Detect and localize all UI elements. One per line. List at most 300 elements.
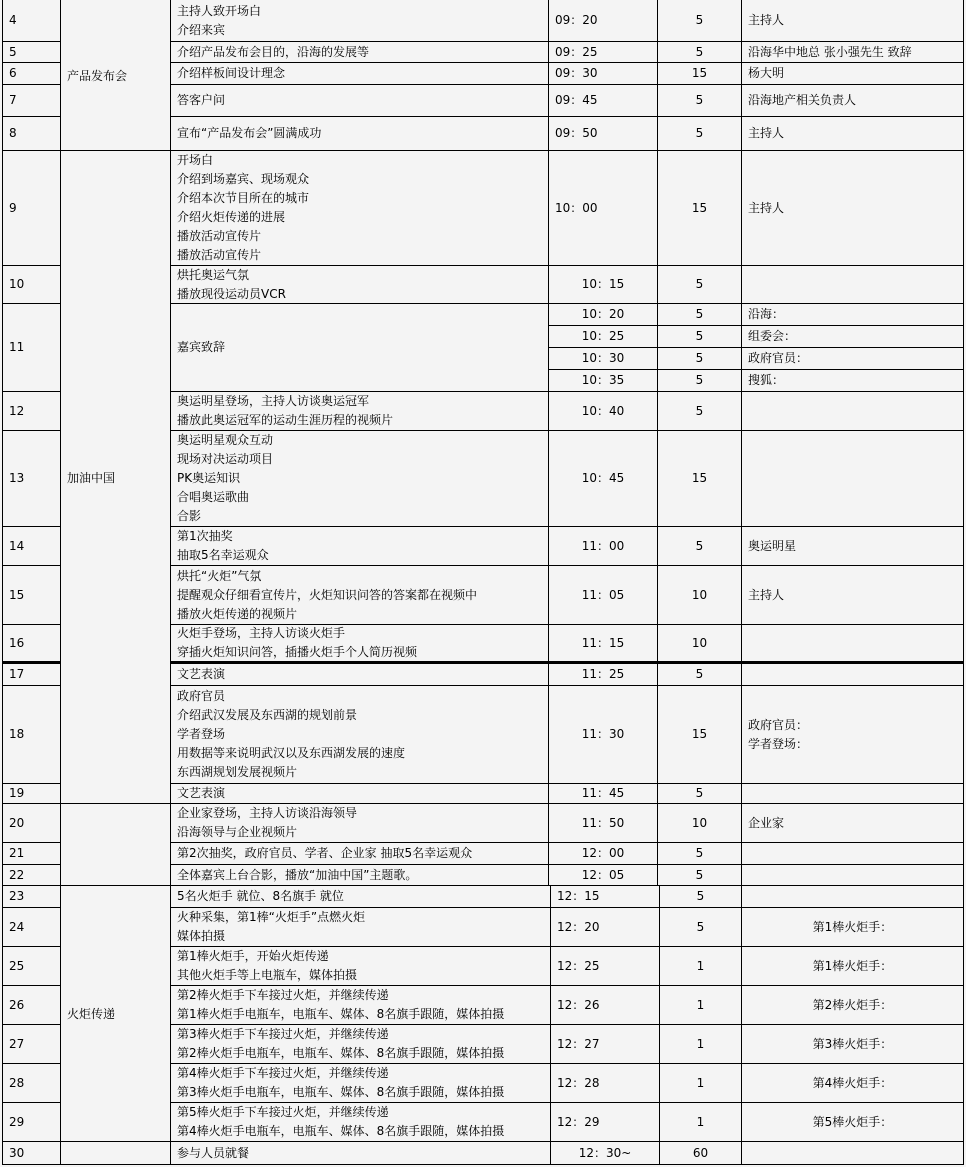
time-cell-text: 11：05 bbox=[581, 587, 625, 602]
time-cell-text: 11：15 bbox=[581, 635, 625, 650]
duration-cell bbox=[657, 843, 741, 865]
row-number bbox=[2, 664, 60, 686]
person-cell-lines bbox=[813, 1074, 893, 1093]
time-cell-text: 12：28 bbox=[557, 1075, 600, 1090]
row-number-lines bbox=[9, 586, 24, 605]
duration-cell-text: 5 bbox=[695, 403, 704, 418]
duration-cell-lines bbox=[696, 537, 704, 556]
section-cell bbox=[60, 804, 170, 886]
person-cell bbox=[741, 908, 964, 947]
row-number bbox=[2, 1103, 60, 1142]
item-content-text: 奥运明星登场，主持人访谈奥运冠军 bbox=[177, 394, 370, 408]
row-number bbox=[2, 63, 60, 85]
person-cell bbox=[741, 1142, 964, 1165]
time-cell bbox=[550, 1064, 659, 1103]
duration-cell-text: 1 bbox=[696, 1114, 705, 1129]
row-number-text: 8 bbox=[9, 126, 17, 140]
person-cell-lines bbox=[813, 957, 893, 976]
person-cell-text: 沿海： bbox=[748, 307, 785, 321]
time-cell-text: 09：30 bbox=[555, 66, 598, 80]
item-content-text: 主持人致开场白 bbox=[177, 3, 262, 18]
person-cell-text: 奥运明星 bbox=[748, 538, 797, 553]
item-content-text: 学者登场 bbox=[177, 727, 226, 741]
item-content-lines bbox=[177, 1064, 504, 1102]
section-cell bbox=[60, 886, 170, 1142]
item-content-lines bbox=[177, 947, 357, 985]
item-content-text: 沿海领导与企业视频片 bbox=[177, 825, 298, 839]
time-cell-lines bbox=[555, 199, 598, 218]
item-content-text: 抽取5名幸运观众 bbox=[177, 548, 269, 562]
duration-cell-lines bbox=[696, 371, 704, 390]
duration-cell-lines bbox=[697, 887, 705, 906]
time-cell bbox=[548, 865, 657, 886]
item-content bbox=[170, 947, 550, 986]
item-content-text: 第2棒火炬手电瓶车，电瓶车、媒体、8名旗手跟随，媒体拍摄 bbox=[177, 1046, 505, 1060]
time-cell bbox=[548, 566, 657, 625]
time-cell-lines bbox=[582, 275, 625, 294]
duration-cell-text: 15 bbox=[691, 727, 708, 741]
row-number-text: 15 bbox=[9, 587, 25, 602]
item-content-text: 宣布“产品发布会”圆满成功 bbox=[177, 126, 322, 140]
person-cell-text: 搜狐： bbox=[748, 373, 785, 387]
time-cell-text: 11：45 bbox=[581, 786, 625, 800]
duration-cell-text: 15 bbox=[691, 66, 708, 80]
row-number bbox=[2, 566, 60, 625]
time-cell-lines bbox=[579, 1144, 632, 1163]
person-cell bbox=[741, 865, 964, 886]
item-content-lines bbox=[177, 338, 225, 357]
time-cell-text: 09：50 bbox=[555, 126, 598, 140]
item-content bbox=[170, 625, 548, 664]
person-cell bbox=[741, 804, 964, 843]
duration-cell-lines bbox=[696, 91, 704, 110]
duration-cell bbox=[657, 304, 741, 326]
time-cell bbox=[548, 304, 657, 326]
section-cell bbox=[60, 151, 170, 804]
section-label: 火炬传递 bbox=[67, 1007, 116, 1021]
duration-cell-text: 1 bbox=[696, 958, 705, 973]
time-cell bbox=[548, 151, 657, 266]
row-number-lines bbox=[9, 1035, 24, 1054]
item-content bbox=[170, 304, 548, 392]
item-content-text: 第1棒火炬手，开始火炬传递 bbox=[177, 949, 329, 963]
person-cell-text: 第2棒火炬手： bbox=[812, 997, 893, 1012]
time-cell-lines bbox=[582, 371, 625, 390]
person-cell-text: 主持人 bbox=[748, 13, 785, 27]
item-content bbox=[170, 784, 548, 804]
duration-cell-lines bbox=[696, 784, 704, 803]
person-cell-lines bbox=[748, 586, 784, 605]
item-content-lines bbox=[177, 844, 472, 863]
row-number-text: 22 bbox=[9, 867, 25, 882]
item-content bbox=[170, 1142, 550, 1165]
person-cell bbox=[741, 566, 964, 625]
time-cell-lines bbox=[582, 814, 625, 833]
item-content-text: 介绍来宾 bbox=[177, 22, 226, 37]
person-cell bbox=[741, 85, 964, 117]
duration-cell bbox=[657, 664, 741, 686]
duration-cell-lines bbox=[697, 1113, 705, 1132]
item-content-text: 第1次抽奖 bbox=[177, 529, 233, 543]
time-cell-lines bbox=[582, 725, 625, 744]
item-content-text: 第2棒火炬手下车接过火炬，并继续传递 bbox=[177, 988, 389, 1002]
person-cell bbox=[741, 370, 964, 392]
person-cell-text: 政府官员： bbox=[748, 717, 809, 732]
person-cell bbox=[741, 664, 964, 686]
row-number-lines bbox=[9, 918, 24, 937]
item-content-lines bbox=[177, 986, 504, 1024]
time-cell bbox=[548, 625, 657, 664]
person-cell bbox=[741, 1064, 964, 1103]
time-cell bbox=[548, 42, 657, 63]
person-cell-text: 主持人 bbox=[748, 126, 785, 140]
person-cell-lines bbox=[748, 43, 912, 62]
item-content bbox=[170, 85, 548, 117]
duration-cell-text: 1 bbox=[696, 1075, 705, 1090]
time-cell bbox=[548, 370, 657, 392]
time-cell bbox=[548, 0, 657, 42]
row-number-text: 16 bbox=[9, 635, 25, 650]
row-number-lines bbox=[9, 402, 24, 421]
person-cell bbox=[741, 843, 964, 865]
row-number-text: 12 bbox=[9, 403, 25, 418]
time-cell-lines bbox=[557, 918, 600, 937]
row-number-text: 28 bbox=[9, 1075, 25, 1090]
row-number bbox=[2, 947, 60, 986]
item-content-text: 第3棒火炬手下车接过火炬，并继续传递 bbox=[177, 1027, 389, 1041]
duration-cell bbox=[657, 625, 741, 664]
person-cell-lines bbox=[813, 1035, 893, 1054]
duration-cell bbox=[657, 85, 741, 117]
item-content-text: 开场白 bbox=[177, 153, 214, 167]
row-number bbox=[2, 85, 60, 117]
item-content-lines bbox=[177, 43, 369, 62]
item-content-text: 第3棒火炬手电瓶车，电瓶车、媒体、8名旗手跟随，媒体拍摄 bbox=[177, 1085, 505, 1099]
duration-cell-text: 5 bbox=[695, 538, 704, 553]
duration-cell-text: 5 bbox=[695, 93, 704, 107]
person-cell bbox=[741, 986, 964, 1025]
row-number-lines bbox=[9, 338, 24, 357]
time-cell bbox=[548, 266, 657, 304]
row-number-text: 18 bbox=[9, 727, 25, 741]
person-cell-text: 政府官员： bbox=[748, 351, 809, 365]
person-cell-text: 第4棒火炬手： bbox=[812, 1075, 893, 1090]
row-number-lines bbox=[9, 866, 24, 885]
section-label: 产品发布会 bbox=[67, 68, 128, 83]
time-cell-text: 09：45 bbox=[555, 93, 598, 107]
row-number bbox=[2, 784, 60, 804]
item-content-lines bbox=[177, 266, 286, 304]
duration-cell bbox=[657, 686, 741, 784]
item-content bbox=[170, 804, 548, 843]
item-content-lines bbox=[177, 151, 309, 265]
item-content-text: 介绍武汉发展及东西湖的规划前景 bbox=[177, 708, 358, 722]
row-number-lines bbox=[9, 957, 24, 976]
person-cell-lines bbox=[748, 349, 808, 368]
duration-cell-text: 5 bbox=[695, 126, 704, 140]
item-content-lines bbox=[177, 687, 405, 782]
item-content-text: 第1棒火炬手电瓶车，电瓶车、媒体、8名旗手跟随，媒体拍摄 bbox=[177, 1007, 505, 1021]
row-number bbox=[2, 686, 60, 784]
item-content-text: 介绍样板间设计理念 bbox=[177, 66, 286, 80]
row-number-text: 20 bbox=[9, 815, 25, 830]
item-content-text: 介绍本次节目所在的城市 bbox=[177, 191, 310, 205]
item-content-text: 合影 bbox=[177, 509, 202, 523]
row-number-text: 13 bbox=[9, 471, 25, 485]
person-cell-text: 沿海地产相关负责人 bbox=[748, 93, 857, 107]
item-content-text: 第2次抽奖，政府官员、学者、企业家 抽取5名幸运观众 bbox=[177, 846, 473, 860]
person-cell-lines bbox=[748, 327, 796, 346]
item-content-text: 播放火炬传递的视频片 bbox=[177, 606, 298, 621]
person-cell bbox=[741, 686, 964, 784]
duration-cell-text: 1 bbox=[696, 1036, 705, 1051]
time-cell-lines bbox=[582, 305, 625, 324]
item-content-text: 第4棒火炬手下车接过火炬，并继续传递 bbox=[177, 1066, 389, 1080]
time-cell-lines bbox=[557, 1074, 600, 1093]
time-cell bbox=[550, 986, 659, 1025]
person-cell-text: 第3棒火炬手： bbox=[812, 1036, 893, 1051]
person-cell bbox=[741, 625, 964, 664]
duration-cell-lines bbox=[696, 665, 704, 684]
duration-cell bbox=[657, 63, 741, 85]
item-content-lines bbox=[177, 1144, 249, 1163]
duration-cell-text: 5 bbox=[695, 351, 704, 365]
duration-cell-text: 5 bbox=[695, 786, 704, 800]
duration-cell-lines bbox=[696, 124, 704, 143]
item-content bbox=[170, 1025, 550, 1064]
person-cell bbox=[741, 1025, 964, 1064]
row-number-lines bbox=[9, 887, 24, 906]
time-cell bbox=[548, 431, 657, 527]
duration-cell bbox=[659, 908, 741, 947]
person-cell bbox=[741, 266, 964, 304]
item-content bbox=[170, 42, 548, 63]
duration-cell-lines bbox=[692, 634, 707, 653]
duration-cell-lines bbox=[696, 11, 704, 30]
duration-cell-lines bbox=[697, 1074, 705, 1093]
duration-cell-text: 5 bbox=[695, 867, 704, 882]
time-cell-text: 10：15 bbox=[581, 277, 625, 291]
row-number-lines bbox=[9, 1074, 24, 1093]
item-content bbox=[170, 392, 548, 431]
person-cell-lines bbox=[748, 537, 796, 556]
duration-cell-lines bbox=[692, 64, 707, 83]
row-number-lines bbox=[9, 124, 17, 143]
duration-cell-lines bbox=[692, 199, 707, 218]
item-content-lines bbox=[177, 1103, 504, 1141]
item-content-text: 提醒观众仔细看宣传片，火炬知识问答的答案都在视频中 bbox=[177, 587, 478, 602]
item-content-text: 介绍火炬传递的进展 bbox=[177, 210, 286, 224]
row-number bbox=[2, 804, 60, 843]
time-cell-text: 09：25 bbox=[555, 44, 598, 59]
duration-cell-text: 5 bbox=[696, 889, 705, 903]
row-number-lines bbox=[9, 1113, 24, 1132]
item-content-text: 播放活动宣传片 bbox=[177, 248, 262, 262]
time-cell-lines bbox=[557, 957, 600, 976]
duration-cell-lines bbox=[696, 327, 704, 346]
time-cell bbox=[550, 1025, 659, 1064]
item-content-lines bbox=[177, 887, 344, 906]
time-cell bbox=[548, 686, 657, 784]
row-number-text: 5 bbox=[9, 44, 17, 59]
person-cell bbox=[741, 304, 964, 326]
row-number-text: 4 bbox=[9, 13, 17, 27]
row-number-lines bbox=[9, 275, 24, 294]
time-cell bbox=[548, 664, 657, 686]
duration-cell-lines bbox=[696, 275, 704, 294]
item-content-text: 企业家登场，主持人访谈沿海领导 bbox=[177, 806, 358, 820]
person-cell-lines bbox=[748, 199, 784, 218]
duration-cell-text: 60 bbox=[692, 1145, 709, 1160]
time-cell-text: 12：25 bbox=[557, 958, 600, 973]
item-content bbox=[170, 986, 550, 1025]
person-cell bbox=[741, 151, 964, 266]
person-cell-text: 学者登场： bbox=[748, 736, 809, 751]
time-cell bbox=[548, 326, 657, 348]
row-number-text: 9 bbox=[9, 200, 17, 215]
item-content bbox=[170, 117, 548, 151]
duration-cell bbox=[659, 1025, 741, 1064]
item-content-text: PK奥运知识 bbox=[177, 471, 241, 485]
duration-cell bbox=[657, 42, 741, 63]
item-content-text: 全体嘉宾上台合影，播放“加油中国”主题歌。 bbox=[177, 867, 418, 882]
time-cell bbox=[550, 908, 659, 947]
row-number-lines bbox=[9, 199, 17, 218]
person-cell-lines bbox=[748, 814, 784, 833]
row-number bbox=[2, 1142, 60, 1165]
time-cell-lines bbox=[582, 469, 625, 488]
item-content bbox=[170, 431, 548, 527]
item-content bbox=[170, 151, 548, 266]
item-content-text: 穿插火炬知识问答，插播火炬手个人简历视频 bbox=[177, 645, 418, 659]
time-cell bbox=[548, 527, 657, 566]
duration-cell-text: 5 bbox=[695, 307, 704, 321]
time-cell bbox=[548, 63, 657, 85]
person-cell-text: 组委会： bbox=[748, 329, 797, 343]
person-cell-text: 主持人 bbox=[748, 587, 785, 602]
person-cell-text: 第1棒火炬手： bbox=[812, 958, 893, 973]
duration-cell bbox=[657, 326, 741, 348]
item-content bbox=[170, 527, 548, 566]
person-cell bbox=[741, 63, 964, 85]
duration-cell-lines bbox=[697, 1035, 705, 1054]
duration-cell-lines bbox=[692, 586, 707, 605]
duration-cell bbox=[657, 266, 741, 304]
row-number bbox=[2, 42, 60, 63]
item-content-text: 奥运明星观众互动 bbox=[177, 433, 274, 447]
time-cell-text: 12：27 bbox=[557, 1036, 600, 1051]
time-cell-text: 10：40 bbox=[581, 403, 625, 418]
duration-cell bbox=[659, 986, 741, 1025]
row-number bbox=[2, 986, 60, 1025]
item-content-text: 答客户问 bbox=[177, 93, 226, 107]
duration-cell-text: 10 bbox=[691, 815, 708, 830]
time-cell-text: 12：15 bbox=[557, 889, 600, 903]
row-number bbox=[2, 908, 60, 947]
duration-cell-lines bbox=[692, 814, 707, 833]
time-cell-lines bbox=[582, 327, 625, 346]
item-content-text: 第4棒火炬手电瓶车，电瓶车、媒体、8名旗手跟随，媒体拍摄 bbox=[177, 1124, 505, 1138]
time-cell-lines bbox=[582, 402, 625, 421]
row-number bbox=[2, 625, 60, 664]
time-cell-text: 10：45 bbox=[581, 471, 625, 485]
time-cell-text: 10：20 bbox=[581, 307, 625, 321]
item-content-text: 播放此奥运冠军的运动生涯历程的视频片 bbox=[177, 413, 394, 427]
item-content-text: 火炬手登场，主持人访谈火炬手 bbox=[177, 626, 346, 640]
item-content bbox=[170, 843, 548, 865]
item-content-lines bbox=[177, 866, 417, 885]
time-cell-lines bbox=[557, 1035, 600, 1054]
row-number-lines bbox=[9, 784, 24, 803]
item-content bbox=[170, 686, 548, 784]
duration-cell-lines bbox=[693, 1144, 708, 1163]
row-number-text: 17 bbox=[9, 667, 25, 681]
time-cell-text: 10：30 bbox=[581, 351, 625, 365]
item-content-lines bbox=[177, 567, 477, 624]
duration-cell-lines bbox=[692, 725, 707, 744]
row-number-lines bbox=[9, 1144, 24, 1163]
duration-cell-lines bbox=[696, 43, 704, 62]
time-cell-lines bbox=[557, 887, 600, 906]
duration-cell-lines bbox=[697, 918, 705, 937]
duration-cell-text: 5 bbox=[695, 373, 704, 387]
duration-cell bbox=[659, 886, 741, 908]
row-number-text: 23 bbox=[9, 889, 25, 903]
row-number-text: 27 bbox=[9, 1036, 25, 1051]
row-number-lines bbox=[9, 665, 24, 684]
person-cell bbox=[741, 326, 964, 348]
duration-cell bbox=[657, 117, 741, 151]
time-cell bbox=[548, 392, 657, 431]
item-content-lines bbox=[177, 527, 269, 565]
duration-cell-text: 10 bbox=[691, 635, 708, 650]
item-content bbox=[170, 908, 550, 947]
time-cell bbox=[548, 784, 657, 804]
section-label: 加油中国 bbox=[67, 470, 116, 485]
time-cell-text: 11：50 bbox=[581, 815, 625, 830]
duration-cell-text: 5 bbox=[695, 846, 704, 860]
item-content-lines bbox=[177, 784, 225, 803]
duration-cell-text: 5 bbox=[695, 44, 704, 59]
item-content-text: 播放活动宣传片 bbox=[177, 229, 262, 243]
section-cell bbox=[60, 1142, 170, 1165]
duration-cell bbox=[659, 947, 741, 986]
person-cell bbox=[741, 42, 964, 63]
duration-cell bbox=[657, 431, 741, 527]
duration-cell-lines bbox=[696, 349, 704, 368]
time-cell-lines bbox=[582, 349, 625, 368]
row-number-lines bbox=[9, 64, 17, 83]
person-cell-text: 杨大明 bbox=[748, 66, 785, 80]
item-content-text: 介绍产品发布会目的，沿海的发展等 bbox=[177, 44, 370, 59]
item-content bbox=[170, 886, 550, 908]
row-number-text: 25 bbox=[9, 958, 25, 973]
time-cell-lines bbox=[557, 1113, 600, 1132]
item-content-text: 烘托奥运气氛 bbox=[177, 267, 250, 282]
time-cell-lines bbox=[582, 844, 625, 863]
duration-cell bbox=[657, 566, 741, 625]
time-cell bbox=[548, 843, 657, 865]
duration-cell-text: 5 bbox=[696, 919, 705, 934]
row-number-text: 7 bbox=[9, 93, 17, 107]
time-cell-lines bbox=[555, 11, 598, 30]
duration-cell-text: 10 bbox=[691, 587, 708, 602]
time-cell-lines bbox=[555, 64, 598, 83]
time-cell bbox=[550, 886, 659, 908]
item-content bbox=[170, 1064, 550, 1103]
item-content-text: 第5棒火炬手下车接过火炬，并继续传递 bbox=[177, 1105, 389, 1119]
section-cell bbox=[60, 0, 170, 151]
